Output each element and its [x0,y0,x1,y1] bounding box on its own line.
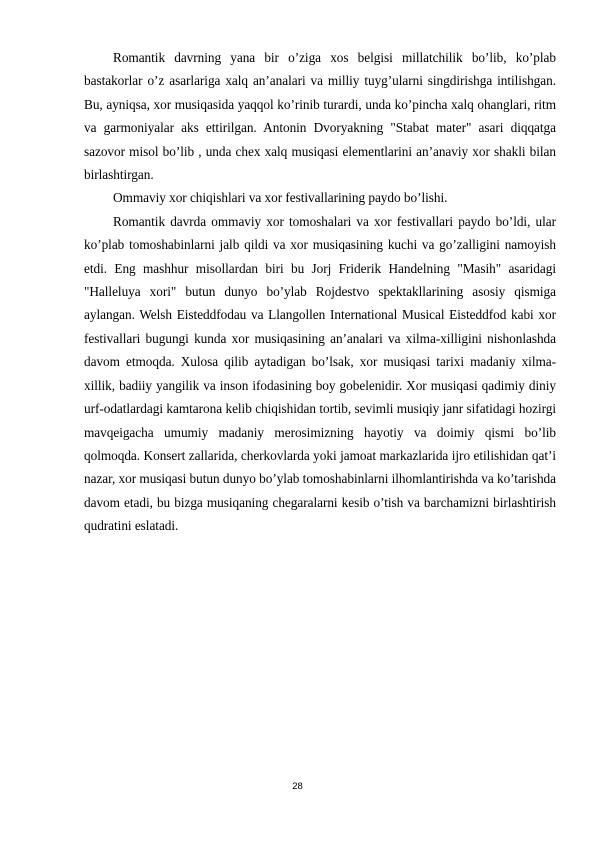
section-heading: Ommaviy xor chiqishlari va xor festivallarining paydo bo’lishi. [113,190,448,206]
paragraph-festivals: Romantik davrda ommaviy xor tomoshalari va xor festivallari paydo bo’ldi, ular ko’plab tomoshabinlarni jalb qildi va xor musiqasining kuchi va go’zalligini namoyish etdi. Eng mashhur misollardan biri bu Jorj Friderik Handelning "Masih" asaridagi "Halleluya xori" butun dunyo bo’ylab Rojdestvo spektakllarining asosiy qismiga aylangan. Welsh Eisteddfodau va Llangollen International Musical Eisteddfod kabi xor festivallari bugungi kunda xor musiqasining an’analari va xilma-xilligini nishonlashda davom etmoqda. Xulosa qilib aytadigan bo’lsak, xor musiqasi tarixi madaniy xilma-xillik, badiiy yangilik va inson ifodasining boy gobelenidir. Xor musiqasi qadimiy diniy urf-odatlardagi kamtarona kelib chiqishidan tortib, sevimli musiqiy janr sifatidagi hozirgi mavqeigacha umumiy madaniy merosimizning hayotiy va doimiy qismi bo’lib qolmoqda. Konsert zallarida, cherkovlarda yoki jamoat markazlarida ijro etilishidan qat’i nazar, xor musiqasi butun dunyo bo’ylab tomoshabinlarni ilhomlantirishda va ko’tarishda davom etadi, bu bizga musiqaning chegaralarni kesib o’tish va barchamizni birlashtirish qudratini eslatadi. [84,213,556,534]
body-text [84,46,556,538]
paragraph-nationalism: Romantik davrning yana bir o’ziga xos belgisi millatchilik bo’lib, ko’plab bastakorlar o’z asarlariga xalq an’analari va milliy tuyg’ularni singdirishga intilishgan. Bu, ayniqsa, xor musiqasida yaqqol ko’rinib turardi, unda ko’pincha xalq ohanglari, ritm va garmoniyalar aks ettirilgan. Antonin Dvoryakning "Stabat mater" asari diqqatga sazovor misol bo’lib , unda chex xalq musiqasi elementlarini an’anaviy xor shakli bilan birlashtirgan. [84,50,556,183]
page-number: 28 [292,781,303,792]
